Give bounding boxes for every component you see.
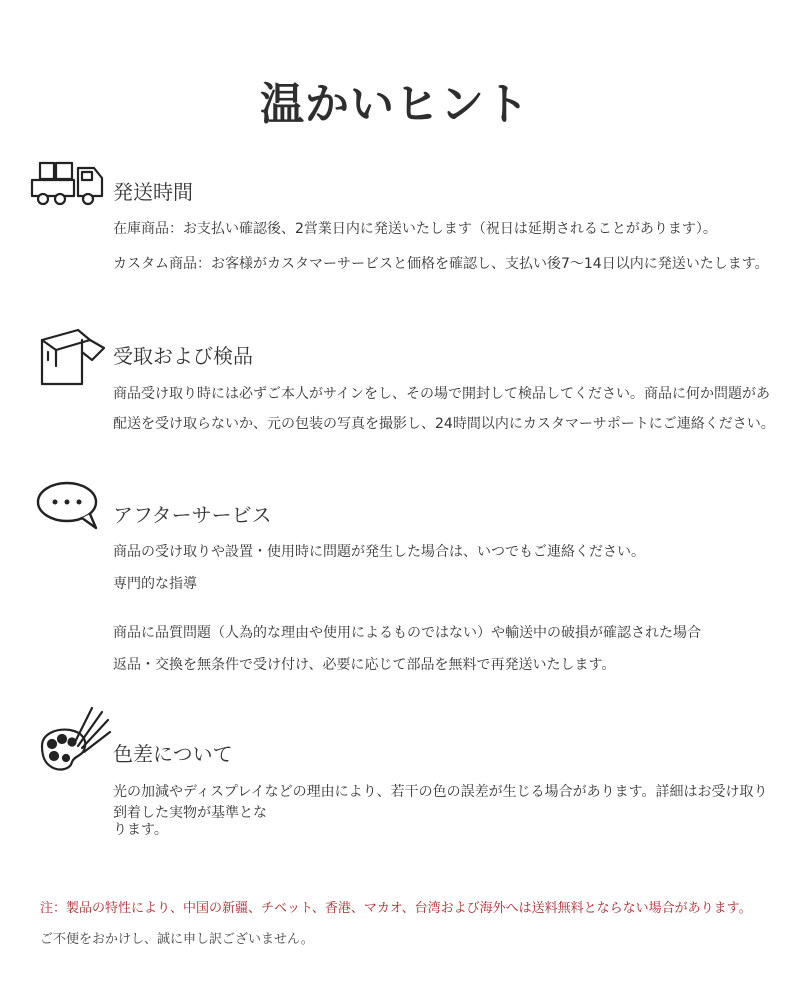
color-difference-line-2: 到着した実物が基準となります。 (113, 805, 267, 838)
section-heading-shipping: 発送時間 (113, 180, 193, 204)
chat-bubble-icon (36, 480, 100, 530)
page-title: 温かいヒント (260, 79, 530, 130)
section-heading-color-difference: 色差について (113, 742, 233, 766)
color-difference-line-1: 光の加減やディスプレイなどの理由により、若干の色の誤差が生じる場合があります。詳細はお受け取り (113, 784, 768, 800)
after-service-line-1: 商品の受け取りや設置・使用時に問題が発生した場合は、いつでもご連絡ください。 (113, 544, 645, 560)
section-heading-receiving: 受取および検品 (113, 344, 253, 368)
receiving-line-2: 配送を受け取らないか、元の包装の写真を撮影し、24時間以内にカスタマーサポートにご連絡ください。 (113, 416, 775, 432)
section-heading-after-service: アフターサービス (113, 503, 272, 527)
receiving-line-1: 商品受け取り時には必ずご本人がサインをし、その場で開封して検品してください。商品に何か問題があ (113, 386, 771, 402)
after-service-line-2: 専門的な指導 (113, 576, 197, 592)
truck-icon (30, 160, 108, 208)
shipping-notice: 注：製品の特性により、中国の新疆、チベット、香港、マカオ、台湾および海外へは送料無料とならない場合があります。 (40, 901, 752, 916)
shipping-line-2: カスタム商品：お客様がカスタマーサービスと価格を確認し、支払い後7〜14日以内に発送いたします。 (113, 256, 769, 272)
after-service-line-3: 商品に品質問題（人為的な理由や使用によるものではない）や輸送中の破損が確認された場合 (113, 625, 701, 641)
paint-palette-icon (36, 706, 112, 776)
apology-note: ご不便をおかけし、誠に申し訳ございません。 (40, 932, 314, 947)
after-service-line-4: 返品・交換を無条件で受け付け、必要に応じて部品を無料で再発送いたします。 (113, 657, 616, 673)
package-box-icon (38, 326, 110, 388)
shipping-line-1: 在庫商品：お支払い確認後、2営業日内に発送いたします（祝日は延期されることがあります）。 (113, 221, 717, 237)
